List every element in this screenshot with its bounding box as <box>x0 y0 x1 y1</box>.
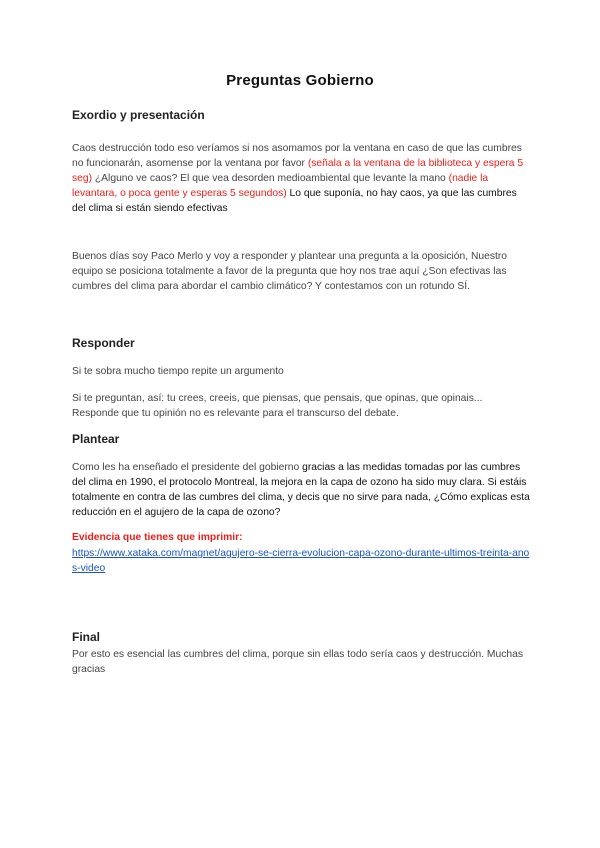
responder-paragraph-1: Si te sobra mucho tiempo repite un argumento <box>72 366 284 377</box>
exordio-text-1: Caos destrucción todo eso veríamos si nos asomamos por la ventana en caso de que las cumbres no funcionarán, asomense por la ventana por favor <box>72 143 522 169</box>
heading-final: Final <box>72 630 101 644</box>
exordio-paragraph <box>72 141 532 216</box>
heading-responder: Responder <box>72 336 135 350</box>
presentation-paragraph: Buenos días soy Paco Merlo y voy a responder y plantear una pregunta a la oposición, Nuestro equipo se posiciona totalmente a favor de la pregunta que hoy nos trae aquí ¿Son efectivas las cumbres del clima para abordar el cambio climático? Y contestamos con un rotundo SÍ. <box>72 251 508 292</box>
exordio-stage-note-1: (señala a la ventana de la biblioteca y espera 5 seg) <box>72 158 524 184</box>
heading-exordio: Exordio y presentación <box>72 108 205 122</box>
responder-paragraph-2: Si te preguntan, así: tu crees, creeis, que piensas, que pensais, que opinas, que opinais... Responde que tu opinión no es relevante para el transcurso del debate. <box>72 393 483 419</box>
final-paragraph: Por esto es esencial las cumbres del clima, porque sin ellas todo sería caos y destrucción. Muchas gracias <box>72 649 523 675</box>
exordio-text-3: Lo que suponía, no hay caos, ya que las cumbres del clima si están siendo efectivas <box>72 188 517 214</box>
evidence-label: Evidencia que tienes que imprimir: <box>72 532 243 543</box>
plantear-paragraph <box>72 460 532 520</box>
page-title: Preguntas Gobierno <box>226 72 374 89</box>
exordio-text-2: ¿Alguno ve caos? El que vea desorden medioambiental que levante la mano <box>92 173 449 184</box>
plantear-text-2: gracias a las medidas tomadas por las cumbres del clima en 1990, el protocolo Montreal, la mejora en la capa de ozono ha sido muy clara. Si estáis totalmente en contra de las cumbres del clima, y decis que no sirve para nada, ¿Cómo explicas esta reducción en el agujero de la capa de ozono? <box>72 462 530 518</box>
exordio-stage-note-2: (nadie la levantara, o poca gente y esperas 5 segundos) <box>72 173 489 199</box>
evidence-link[interactable]: https://www.xataka.com/magnet/agujero-se-cierra-evolucion-capa-ozono-durante-ultimos-treinta-anos-video <box>72 548 530 574</box>
heading-plantear: Plantear <box>72 432 120 446</box>
plantear-text-1: Como les ha enseñado el presidente del gobierno <box>72 462 303 473</box>
